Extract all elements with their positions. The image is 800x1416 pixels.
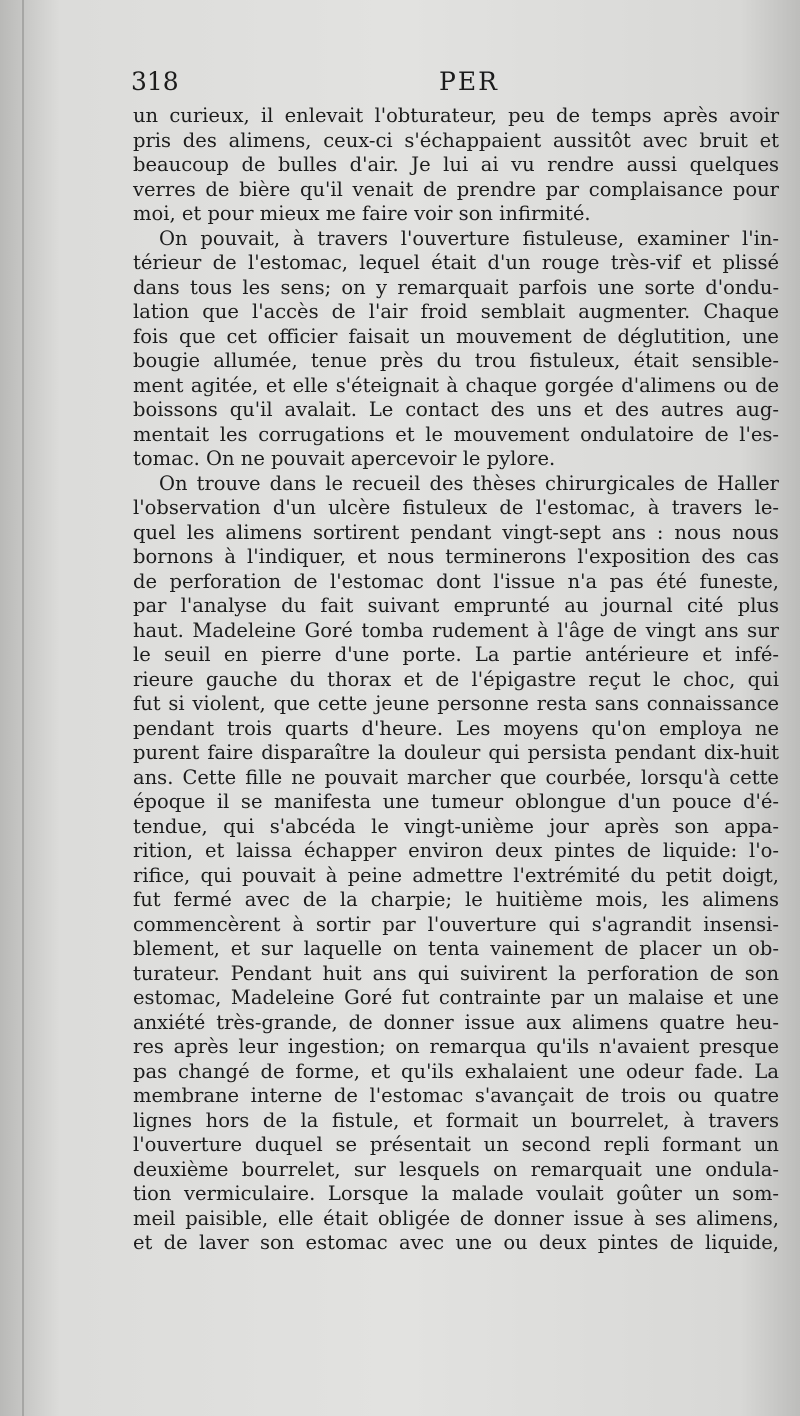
body-text <box>133 104 779 1256</box>
page-fold-edge <box>22 0 24 1416</box>
text-line: fut fermé avec de la charpie; le huitième mois, les alimens <box>133 888 779 911</box>
text-line: le seuil en pierre d'une porte. La partie antérieure et infé- <box>133 643 780 666</box>
text-line: térieur de l'estomac, lequel était d'un rouge très-vif et plissé <box>133 251 780 274</box>
text-line: pendant trois quarts d'heure. Les moyens qu'on employa ne <box>133 716 780 740</box>
text-line: bougie allumée, tenue près du trou fistuleux, était sensible- <box>133 349 779 372</box>
text-line: blement, et sur laquelle on tenta vainement de placer un ob- <box>133 937 779 960</box>
text-line: boissons qu'il avalait. Le contact des uns et des autres aug- <box>133 398 779 421</box>
text-line: res après leur ingestion; on remarqua qu'ils n'avaient presque <box>133 1035 780 1058</box>
text-line: commencèrent à sortir par l'ouverture qui s'agrandit insensi- <box>133 912 779 936</box>
text-line: purent faire disparaître la douleur qui persista pendant dix-huit <box>133 741 779 764</box>
text-line: lation que l'accès de l'air froid semblait augmenter. Chaque <box>133 300 780 323</box>
text-line: un curieux, il enlevait l'obturateur, peu de temps après avoir <box>133 104 780 127</box>
text-line: ment agitée, et elle s'éteignait à chaque gorgée d'alimens ou de <box>133 373 780 397</box>
text-line: rieure gauche du thorax et de l'épigastre reçut le choc, qui <box>133 667 779 691</box>
text-line: On pouvait, à travers l'ouverture fistuleuse, examiner l'in- <box>159 226 780 250</box>
text-line: l'observation d'un ulcère fistuleux de l'estomac, à travers le- <box>133 496 779 519</box>
text-line: de perforation de l'estomac dont l'issue n'a pas été funeste, <box>133 569 779 593</box>
text-line: moi, et pour mieux me faire voir son infirmité. <box>133 202 591 225</box>
text-line: On trouve dans le recueil des thèses chirurgicales de Haller <box>159 471 780 495</box>
text-line: dans tous les sens; on y remarquait parfois une sorte d'ondu- <box>133 275 780 299</box>
text-line: estomac, Madeleine Goré fut contrainte par un malaise et une <box>133 986 779 1009</box>
text-line: deuxième bourrelet, sur lesquels on remarquait une ondula- <box>133 1157 780 1181</box>
text-line: bornons à l'indiquer, et nous terminerons l'exposition des cas <box>133 545 779 568</box>
text-line: membrane interne de l'estomac s'avançait de trois ou quatre <box>133 1084 780 1107</box>
text-line: tion vermiculaire. Lorsque la malade voulait goûter un som- <box>133 1182 780 1205</box>
text-line: meil paisible, elle était obligée de donner issue à ses alimens, <box>133 1206 779 1230</box>
text-line: turateur. Pendant huit ans qui suivirent la perforation de son <box>133 961 780 985</box>
text-line: anxiété très-grande, de donner issue aux alimens quatre heu- <box>133 1010 780 1034</box>
page-header <box>131 64 781 104</box>
text-line: quel les alimens sortirent pendant vingt-sept ans : nous nous <box>133 520 779 544</box>
text-line: mentait les corrugations et le mouvement ondulatoire de l'es- <box>133 422 780 446</box>
text-line: pris des alimens, ceux-ci s'échappaient aussitôt avec bruit et <box>133 128 779 152</box>
text-line: lignes hors de la fistule, et formait un bourrelet, à travers <box>133 1108 779 1132</box>
text-line: époque il se manifesta une tumeur oblongue d'un pouce d'é- <box>133 790 780 813</box>
page-number: 318 <box>131 67 179 96</box>
text-line: verres de bière qu'il venait de prendre par complaisance pour <box>133 177 779 201</box>
text-line: haut. Madeleine Goré tomba rudement à l'âge de vingt ans sur <box>133 618 779 642</box>
text-line: tendue, qui s'abcéda le vingt-unième jour après son appa- <box>133 814 780 838</box>
text-line: fois que cet officier faisait un mouvement de déglutition, une <box>133 324 779 348</box>
text-line: par l'analyse du fait suivant emprunté au journal cité plus <box>133 594 780 617</box>
text-line: tomac. On ne pouvait apercevoir le pylore. <box>133 447 556 470</box>
running-head: PER <box>439 67 499 96</box>
text-line: l'ouverture duquel se présentait un second repli formant un <box>133 1133 779 1156</box>
text-line: beaucoup de bulles d'air. Je lui ai vu rendre aussi quelques <box>133 153 779 176</box>
text-line: ans. Cette fille ne pouvait marcher que courbée, lorsqu'à cette <box>133 765 779 789</box>
text-line: rition, et laissa échapper environ deux pintes de liquide: l'o- <box>133 839 779 862</box>
text-line: et de laver son estomac avec une ou deux pintes de liquide, <box>133 1231 779 1254</box>
text-line: fut si violent, que cette jeune personne resta sans connaissance <box>133 692 780 715</box>
text-line: pas changé de forme, et qu'ils exhalaient une odeur fade. La <box>133 1059 779 1083</box>
text-line: rifice, qui pouvait à peine admettre l'extrémité du petit doigt, <box>133 863 779 887</box>
